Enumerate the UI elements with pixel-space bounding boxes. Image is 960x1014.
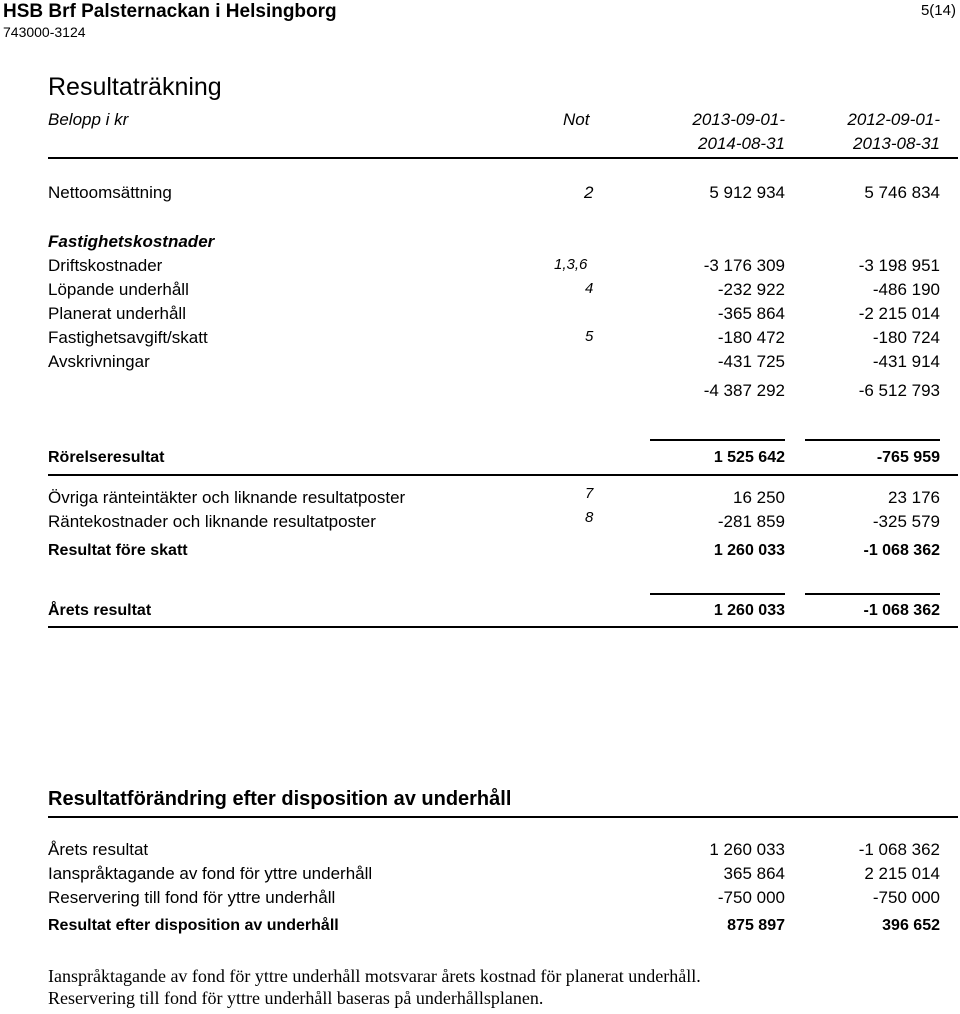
column-header-label: Belopp i kr (48, 110, 129, 129)
table-row-current: 16 250 (733, 488, 785, 507)
table-row-note: 8 (585, 509, 594, 526)
table-row-previous: 2 215 014 (864, 864, 940, 883)
table-row-previous: -750 000 (872, 888, 940, 907)
table-row-label: Planerat underhåll (48, 304, 186, 323)
footnote-line-1: Ianspråktagande av fond för yttre underhåll motsvarar årets kostnad för planerat underhåll. (48, 966, 701, 986)
operating-result-divider (48, 474, 958, 476)
column-header-previous-start: 2012-09-01- (847, 110, 940, 129)
table-row-label: Räntekostnader och liknande resultatposter (48, 512, 376, 531)
page-title: Resultaträkning (48, 73, 222, 101)
table-row-label: Fastighetsavgift/skatt (48, 328, 208, 347)
table-row-current: -3 176 309 (703, 256, 785, 275)
table-row-previous: -1 068 362 (858, 840, 940, 859)
net-sales-label: Nettoomsättning (48, 183, 172, 202)
table-row-previous: -486 190 (872, 280, 940, 299)
table-row-previous: 23 176 (888, 488, 940, 507)
operating-result-previous: -765 959 (876, 449, 940, 466)
result-for-year-divider (48, 626, 958, 628)
table-row-previous: -325 579 (872, 512, 940, 531)
disposition-total-label: Resultat efter disposition av underhåll (48, 917, 339, 934)
table-row-current: -232 922 (717, 280, 785, 299)
table-row-current: -431 725 (717, 352, 785, 371)
table-row-note: 7 (585, 485, 594, 502)
table-row-label: Ianspråktagande av fond för yttre underhåll (48, 864, 373, 883)
result-for-year-previous: -1 068 362 (863, 602, 940, 619)
table-row-previous: -2 215 014 (858, 304, 940, 323)
operating-result-current: 1 525 642 (713, 449, 785, 466)
net-sales-previous: 5 746 834 (864, 183, 940, 202)
property-costs-total-current: -4 387 292 (703, 381, 785, 400)
header-divider (48, 157, 958, 159)
property-costs-total-previous: -6 512 793 (858, 381, 940, 400)
table-row-label: Övriga ränteintäkter och liknande resultatposter (48, 488, 406, 507)
disposition-title: Resultatförändring efter disposition av underhåll (48, 788, 512, 810)
table-row-current: -180 472 (717, 328, 785, 347)
disposition-divider (48, 816, 958, 818)
table-row-current: 1 260 033 (709, 840, 785, 859)
column-header-current-start: 2013-09-01- (692, 110, 785, 129)
table-row-note: 1,3,6 (554, 256, 588, 273)
net-sales-current: 5 912 934 (709, 183, 785, 202)
table-row-note: 5 (585, 328, 594, 345)
table-row-previous: -3 198 951 (858, 256, 940, 275)
table-row-note: 4 (585, 280, 594, 297)
result-for-year-current: 1 260 033 (713, 602, 785, 619)
result-before-tax-previous: -1 068 362 (863, 542, 940, 559)
result-before-tax-label: Resultat före skatt (48, 542, 188, 559)
table-row-previous: -180 724 (872, 328, 940, 347)
table-row-label: Avskrivningar (48, 352, 150, 371)
subtotal-rule-current (650, 439, 785, 441)
subtotal-rule-previous (805, 439, 940, 441)
result-for-year-label: Årets resultat (48, 602, 152, 619)
org-number: 743000-3124 (3, 24, 86, 40)
column-header-previous-end: 2013-08-31 (853, 134, 940, 153)
table-row-current: -281 859 (717, 512, 785, 531)
table-row-label: Årets resultat (48, 840, 149, 859)
table-row-current: -365 864 (717, 304, 785, 323)
final-rule-previous (805, 593, 940, 595)
disposition-total-previous: 396 652 (882, 917, 940, 934)
table-row-current: -750 000 (717, 888, 785, 907)
column-header-note: Not (563, 110, 590, 129)
org-name: HSB Brf Palsternackan i Helsingborg (3, 1, 337, 22)
footnote-line-2: Reservering till fond för yttre underhåll baseras på underhållsplanen. (48, 988, 544, 1008)
table-row-label: Reservering till fond för yttre underhåll (48, 888, 336, 907)
property-costs-heading: Fastighetskostnader (48, 232, 215, 251)
table-row-current: 365 864 (723, 864, 785, 883)
table-row-previous: -431 914 (872, 352, 940, 371)
final-rule-current (650, 593, 785, 595)
table-row-label: Driftskostnader (48, 256, 163, 275)
operating-result-label: Rörelseresultat (48, 449, 165, 466)
result-before-tax-current: 1 260 033 (713, 542, 785, 559)
table-row-label: Löpande underhåll (48, 280, 189, 299)
disposition-total-current: 875 897 (727, 917, 785, 934)
net-sales-note: 2 (584, 183, 594, 202)
column-header-current-end: 2014-08-31 (698, 134, 785, 153)
page-number: 5(14) (920, 2, 956, 19)
